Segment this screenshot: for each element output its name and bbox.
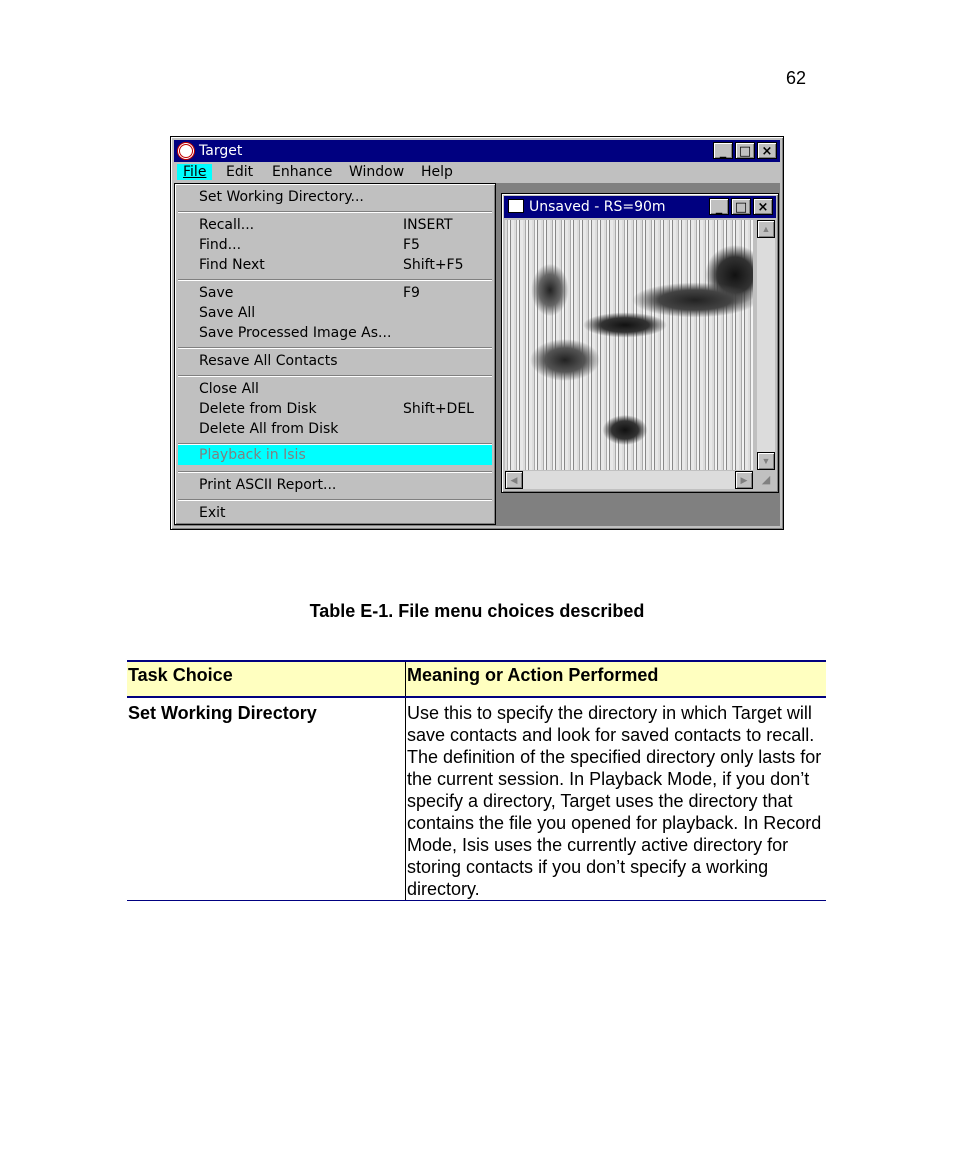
menu-item-shortcut: F9 (403, 285, 420, 301)
menu-item-label: Save (199, 285, 234, 301)
header-task-choice: Task Choice (127, 661, 406, 697)
file-menu-table (127, 660, 826, 901)
resize-grip-icon[interactable]: ◢ (757, 471, 775, 489)
sonar-image-window (501, 193, 779, 493)
table-row (127, 697, 826, 901)
menu-item-shortcut: Shift+DEL (403, 401, 474, 417)
menu-item-delete-all-from-disk[interactable] (178, 419, 492, 439)
menu-item-label: Close All (199, 381, 259, 397)
menu-enhance[interactable]: Enhance (272, 164, 333, 180)
cell-meaning: Use this to specify the directory in which Target will save contacts and look for saved contacts to recall. The definition of the specified directory only lasts for the current session. In Playback Mode, if you don’t specify a directory, Target uses the directory that contains the file you opened for playback. In Record Mode, Isis uses the currently active directory for storing contacts if you don’t specify a working directory. (406, 697, 827, 901)
menu-item-label: Playback in Isis (199, 447, 306, 463)
menu-separator (178, 471, 492, 473)
menu-item-label: Find... (199, 237, 242, 253)
page-number: 62 (786, 68, 807, 88)
window-title: Target (199, 143, 243, 159)
menu-bar (174, 162, 780, 183)
menu-item-delete-from-disk[interactable] (178, 399, 492, 419)
menu-item-label: Print ASCII Report... (199, 477, 337, 493)
menu-item-set-working-directory[interactable] (178, 187, 492, 207)
minimize-button[interactable]: _ (713, 142, 733, 159)
menu-item-shortcut: F5 (403, 237, 420, 253)
child-window-title: Unsaved - RS=90m (529, 199, 666, 215)
table-header-row (127, 661, 826, 697)
menu-item-find[interactable] (178, 235, 492, 255)
menu-item-label: Save All (199, 305, 256, 321)
menu-item-exit[interactable] (178, 503, 492, 523)
menu-item-recall[interactable] (178, 215, 492, 235)
menu-item-resave-all-contacts[interactable] (178, 351, 492, 371)
child-minimize-button[interactable]: _ (709, 198, 729, 215)
menu-file-label: File (183, 164, 207, 180)
menu-item-shortcut: Shift+F5 (403, 257, 464, 273)
menu-item-find-next[interactable] (178, 255, 492, 275)
menu-window[interactable]: Window (349, 164, 405, 180)
scroll-up-icon[interactable]: ▲ (757, 220, 775, 238)
menu-help[interactable]: Help (421, 164, 453, 180)
menu-item-save[interactable] (178, 283, 492, 303)
menu-item-label: Resave All Contacts (199, 353, 338, 369)
sonar-image[interactable] (505, 220, 753, 470)
menu-file[interactable] (177, 164, 212, 180)
maximize-button[interactable]: □ (735, 142, 755, 159)
menu-separator (178, 347, 492, 349)
menu-item-label: Set Working Directory... (199, 189, 364, 205)
menu-item-label: Exit (199, 505, 226, 521)
menu-item-shortcut: INSERT (403, 217, 453, 233)
menu-item-save-processed-image[interactable] (178, 323, 492, 343)
menu-item-label: Delete All from Disk (199, 421, 339, 437)
child-title-bar[interactable] (504, 196, 776, 218)
title-bar[interactable] (174, 140, 780, 162)
menu-item-label: Find Next (199, 257, 265, 273)
scroll-down-icon[interactable]: ▼ (757, 452, 775, 470)
cell-task-choice: Set Working Directory (127, 697, 406, 901)
target-app-window (170, 136, 784, 530)
header-meaning: Meaning or Action Performed (406, 661, 827, 697)
child-close-button[interactable]: × (753, 198, 773, 215)
file-menu-dropdown (174, 183, 496, 525)
menu-separator (178, 279, 492, 281)
target-icon[interactable] (177, 142, 195, 160)
horizontal-scrollbar[interactable] (505, 471, 753, 489)
menu-item-print-ascii-report[interactable] (178, 475, 492, 495)
scroll-right-icon[interactable]: ▶ (735, 471, 753, 489)
document-icon[interactable] (508, 199, 524, 213)
menu-item-playback-in-isis[interactable] (178, 445, 492, 465)
table-caption: Table E-1. File menu choices described (309, 601, 645, 621)
child-maximize-button[interactable]: □ (731, 198, 751, 215)
scroll-left-icon[interactable]: ◀ (505, 471, 523, 489)
menu-item-save-all[interactable] (178, 303, 492, 323)
menu-item-label: Delete from Disk (199, 401, 317, 417)
menu-item-label: Save Processed Image As... (199, 325, 392, 341)
menu-item-label: Recall... (199, 217, 255, 233)
menu-edit[interactable]: Edit (226, 164, 254, 180)
menu-separator (178, 499, 492, 501)
menu-item-close-all[interactable] (178, 379, 492, 399)
menu-separator (178, 211, 492, 213)
close-button[interactable]: × (757, 142, 777, 159)
menu-separator (178, 375, 492, 377)
vertical-scrollbar[interactable] (757, 220, 775, 470)
